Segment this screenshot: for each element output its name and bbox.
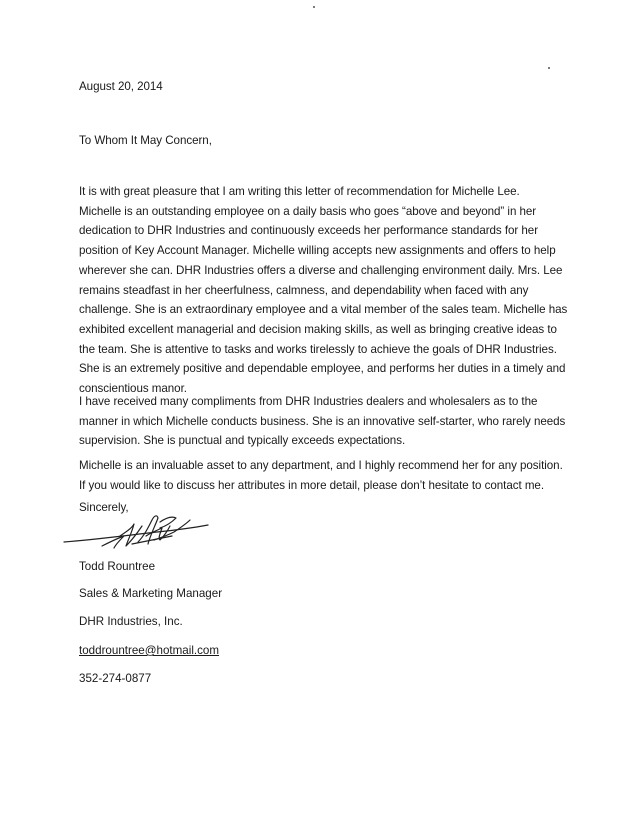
salutation: To Whom It May Concern, (79, 134, 212, 147)
paragraph-line: If you would like to discuss her attributes in more detail, please don’t hesitate to contact me. (79, 478, 544, 492)
paragraph-line: Michelle is an outstanding employee on a daily basis who goes “above and beyond” in her (79, 204, 537, 218)
signer-email-link[interactable]: toddrountree@hotmail.com (79, 644, 220, 657)
paragraph-line: remains steadfast in her cheerfulness, calmness, and dependability when faced with any (79, 283, 529, 297)
paragraph-line: supervision. She is punctual and typically exceeds expectations. (79, 434, 406, 448)
paragraph-line: Michelle is an invaluable asset to any department, and I highly recommend her for any position. (79, 459, 563, 472)
scan-speck (548, 67, 550, 69)
body-paragraph-1 (79, 182, 574, 399)
body-paragraph-3 (79, 456, 574, 495)
signer-name: Todd Rountree (79, 560, 156, 573)
body-paragraph-2 (79, 392, 574, 451)
paragraph-line: exhibited excellent managerial and decision making skills, as well as bringing creative ideas to (79, 322, 557, 336)
letter-date: August 20, 2014 (79, 80, 163, 93)
paragraph-line: manner in which Michelle conducts business. She is an innovative self-starter, who rarely needs (79, 414, 566, 428)
paragraph-line: I have received many compliments from DHR Industries dealers and wholesalers as to the (79, 395, 538, 408)
paragraph-line: conscientious manor. (79, 382, 187, 396)
paragraph-line: It is with great pleasure that I am writing this letter of recommendation for Michelle Lee. (79, 185, 520, 198)
paragraph-line: She is an extremely positive and dependable employee, and performs her duties in a timely and (79, 362, 566, 376)
paragraph-line: dedication to DHR Industries and continuously exceeds her performance standards for her (79, 224, 539, 238)
signer-company: DHR Industries, Inc. (79, 615, 183, 628)
paragraph-line: position of Key Account Manager. Michelle willing accepts new assignments and offers to help (79, 244, 556, 258)
closing: Sincerely, (79, 501, 129, 514)
handwritten-signature (62, 506, 212, 554)
paragraph-line: the team. She is attentive to tasks and works tirelessly to achieve the goals of DHR Industries. (79, 342, 557, 356)
signer-phone: 352-274-0877 (79, 672, 152, 685)
paragraph-line: wherever she can. DHR Industries offers a diverse and challenging environment daily. Mrs. Lee (79, 263, 563, 277)
signer-title: Sales & Marketing Manager (79, 587, 223, 600)
scan-speck (313, 6, 315, 8)
paragraph-line: challenge. She is an extraordinary employee and a vital member of the sales team. Michelle has (79, 303, 568, 317)
